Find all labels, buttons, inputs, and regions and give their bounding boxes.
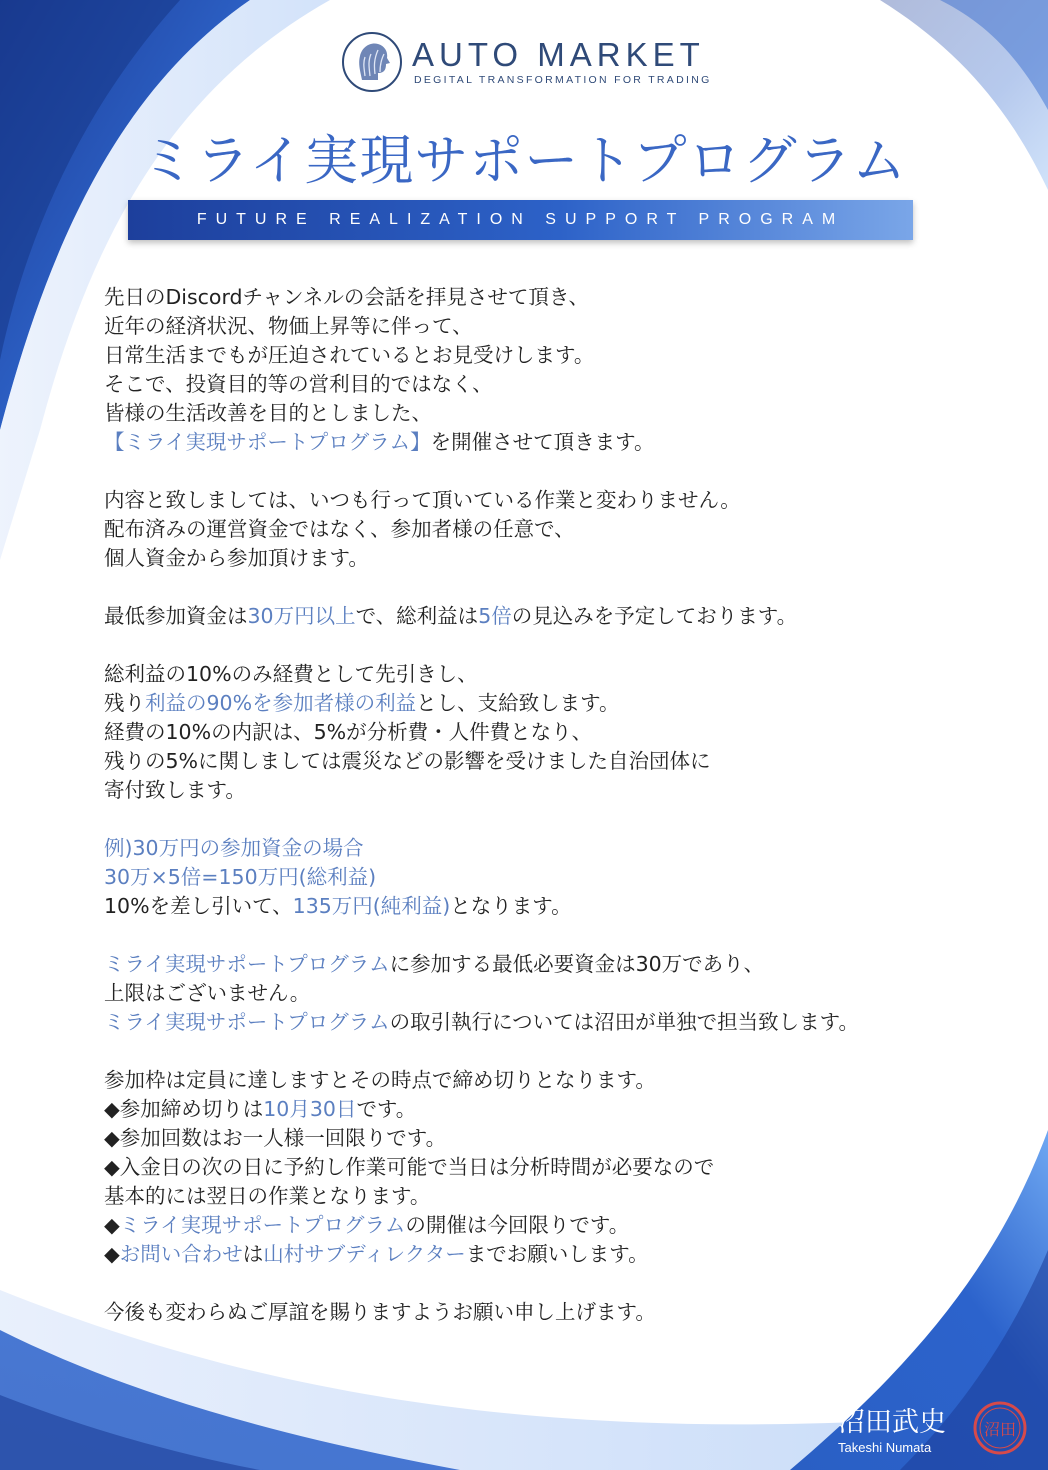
- bullet-line: [104, 1095, 1004, 1124]
- text-line: 経費の10%の内訳は、5%が分析費・人件費となり、: [104, 720, 593, 744]
- deadline-highlight: 10月30日: [263, 1097, 357, 1121]
- text-segment: 10%を差し引いて、: [104, 894, 293, 918]
- bullet-line: ◆入金日の次の日に予約し作業可能で当日は分析時間が必要なので: [104, 1155, 715, 1179]
- text-line: 個人資金から参加頂けます。: [104, 546, 369, 570]
- text-line: 寄付致します。: [104, 778, 246, 802]
- text-line: [104, 428, 1004, 457]
- text-line: 近年の経済状況、物価上昇等に伴って、: [104, 314, 473, 338]
- inquiry-highlight: お問い合わせ: [119, 1242, 243, 1266]
- text-segment: の取引執行については沼田が単独で担当致します。: [389, 1010, 860, 1034]
- paragraph-gap: [104, 1269, 1004, 1298]
- brand-logo: [340, 30, 720, 94]
- text-line: そこで、投資目的等の営利目的ではなく、: [104, 372, 493, 396]
- text-line: 配布済みの運営資金ではなく、参加者様の任意で、: [104, 517, 575, 541]
- program-name-highlight: ミライ実現サポートプログラム: [119, 1213, 406, 1237]
- text-line: 総利益の10%のみ経費として先引きし、: [104, 662, 478, 686]
- text-line: 皆様の生活改善を目的としました、: [104, 401, 432, 425]
- name-seal-icon: [972, 1400, 1028, 1456]
- text-segment: に参加する最低必要資金は30万であり、: [389, 952, 765, 976]
- text-segment: ◆: [104, 1242, 120, 1266]
- text-segment: ◆: [104, 1213, 120, 1237]
- profit-share-highlight: 利益の90%を参加者様の利益: [145, 691, 417, 715]
- text-segment: となります。: [450, 894, 572, 918]
- text-line: [104, 689, 1004, 718]
- text-line: [104, 1008, 1004, 1037]
- signature-name: 沼田武史: [838, 1407, 946, 1438]
- text-line: [104, 950, 1004, 979]
- text-segment: を開催させて頂きます。: [430, 430, 655, 454]
- text-segment: とし、支給致します。: [416, 691, 620, 715]
- text-segment: 残り: [104, 691, 145, 715]
- paragraph-gap: [104, 921, 1004, 950]
- bullet-line: [104, 1211, 1004, 1240]
- brand-name: AUTO MARKET: [412, 36, 705, 73]
- text-line: 基本的には翌日の作業となります。: [104, 1184, 431, 1208]
- paragraph-gap: [104, 631, 1004, 660]
- bullet-line: ◆参加回数はお一人様一回限りです。: [104, 1126, 447, 1150]
- paragraph-gap: [104, 1037, 1004, 1066]
- text-line: [104, 892, 1004, 921]
- brand-tagline: DEGITAL TRANSFORMATION FOR TRADING: [414, 74, 712, 86]
- page-title: ミライ実現サポートプログラム: [140, 129, 908, 192]
- text-segment: です。: [356, 1097, 417, 1121]
- text-line: 参加枠は定員に達しますとその時点で締め切りとなります。: [104, 1068, 656, 1092]
- example-heading: 例)30万円の参加資金の場合: [104, 836, 364, 860]
- head-emblem-icon: [340, 30, 404, 94]
- text-line: [104, 602, 1004, 631]
- text-line: 上限はございません。: [104, 981, 311, 1005]
- text-segment: 最低参加資金は: [104, 604, 248, 628]
- program-name-highlight: 【ミライ実現サポートプログラム】: [104, 430, 431, 454]
- example-calculation: 30万×5倍=150万円(総利益): [104, 865, 377, 889]
- text-line: 先日のDiscordチャンネルの会話を拝見させて頂き、: [104, 285, 590, 309]
- net-profit-highlight: 135万円(純利益): [292, 894, 451, 918]
- text-segment: で、総利益は: [355, 604, 479, 628]
- text-line: 日常生活までもが圧迫されているとお見受けします。: [104, 343, 595, 367]
- signature-romaji: Takeshi Numata: [838, 1440, 932, 1455]
- text-line: 内容と致しましては、いつも行って頂いている作業と変わりません。: [104, 488, 741, 512]
- paragraph-gap: [104, 805, 1004, 834]
- closing-line: 今後も変わらぬご厚誼を賜りますようお願い申し上げます。: [104, 1300, 656, 1324]
- bullet-line: [104, 1240, 1004, 1269]
- text-segment: の見込みを予定しております。: [511, 604, 798, 628]
- text-segment: は: [242, 1242, 264, 1266]
- paragraph-gap: [104, 457, 1004, 486]
- subtitle-banner: [128, 200, 913, 240]
- contact-person-highlight: 山村サブディレクター: [263, 1242, 466, 1266]
- text-line: 残りの5%に関しましては震災などの影響を受けました自治団体に: [104, 749, 711, 773]
- text-segment: ◆参加締め切りは: [104, 1097, 264, 1121]
- program-name-highlight: ミライ実現サポートプログラム: [104, 1010, 390, 1034]
- minimum-amount-highlight: 30万円以上: [247, 604, 356, 628]
- announcement-body: [104, 283, 1004, 1327]
- seal-text: 沼田: [983, 1420, 1017, 1439]
- multiplier-highlight: 5倍: [478, 604, 512, 628]
- subtitle-text: FUTURE REALIZATION SUPPORT PROGRAM: [196, 211, 845, 228]
- text-segment: までお願いします。: [465, 1242, 649, 1266]
- paragraph-gap: [104, 573, 1004, 602]
- program-name-highlight: ミライ実現サポートプログラム: [104, 952, 390, 976]
- text-segment: の開催は今回限りです。: [405, 1213, 630, 1237]
